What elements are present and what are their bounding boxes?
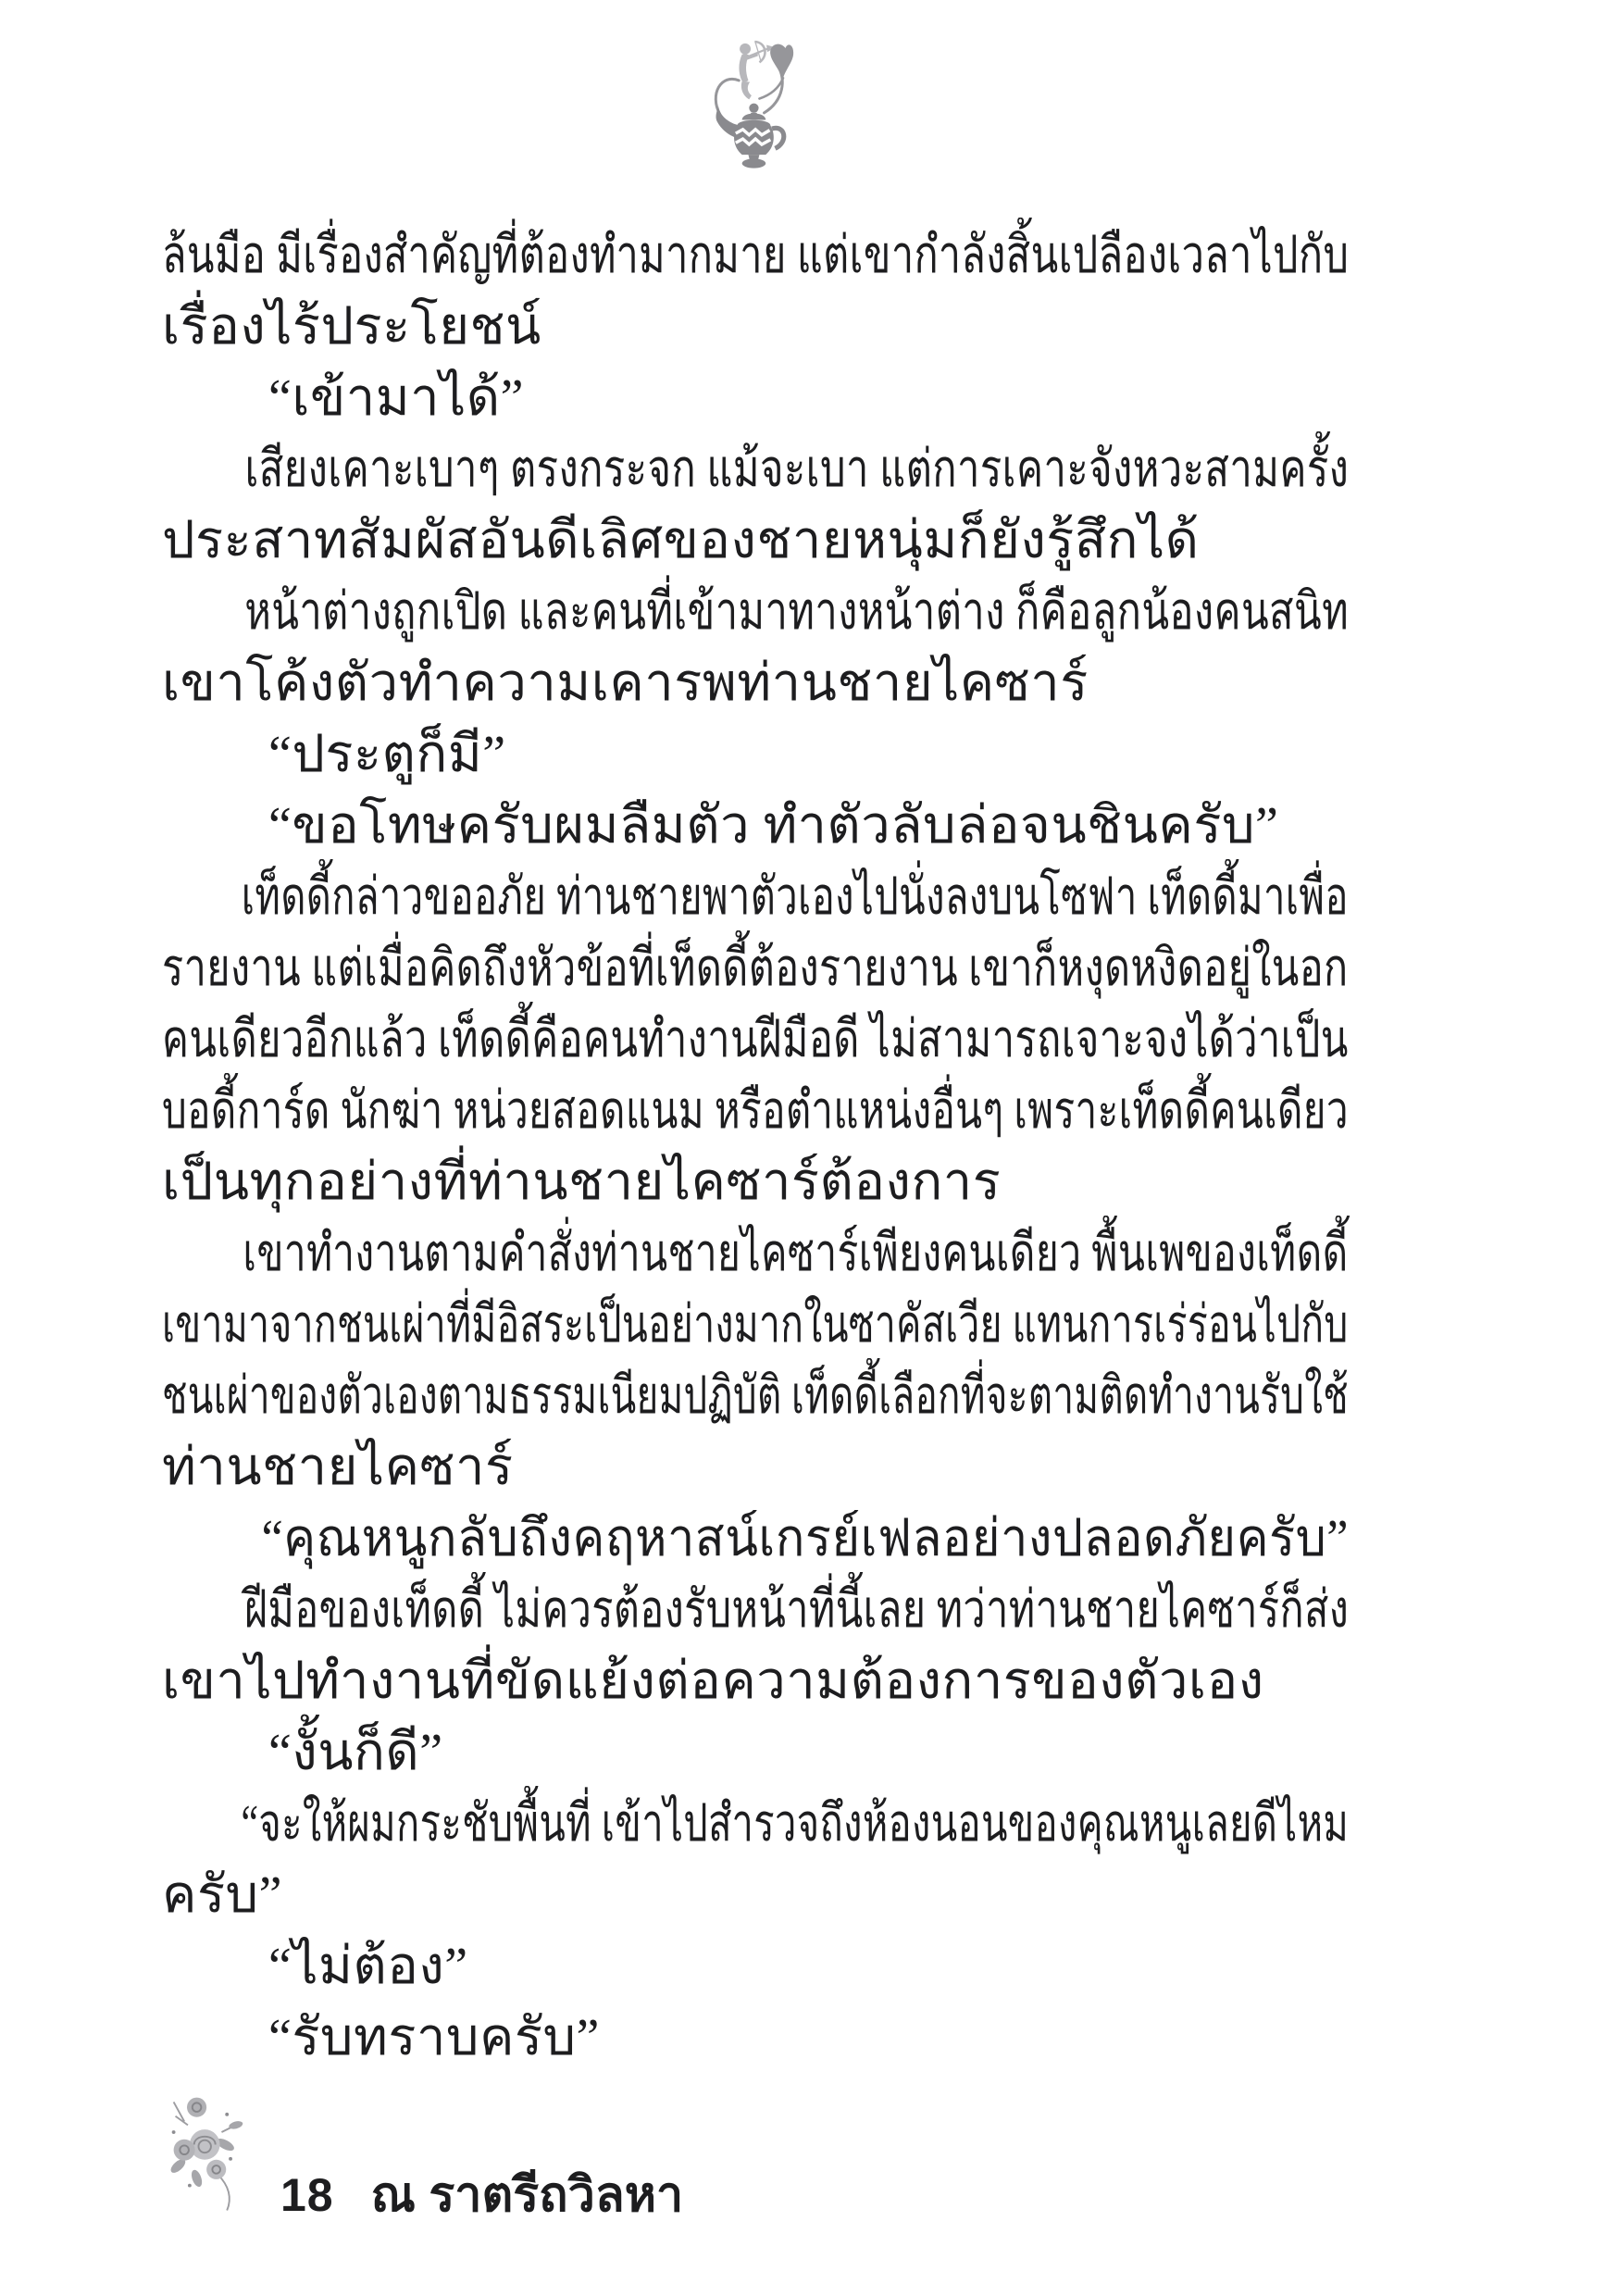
cupid-icon <box>739 42 775 99</box>
rose-bouquet-icon <box>165 2090 254 2220</box>
text-line: “ขอโทษครับผมลืมตัว ทำตัวลับล่อจนชินครับ” <box>268 797 1279 855</box>
text-line: “งั้นก็ดี” <box>268 1724 443 1781</box>
page-text <box>162 220 1349 2074</box>
book-title: ณ ราตรีถวิลหา <box>370 2168 684 2222</box>
text-line: ประสาทสัมผัสอันดีเลิศของชายหนุ่มก็ยังรู้สึกได้ <box>162 512 1200 569</box>
text-line: เป็นทุกอย่างที่ท่านชายไคซาร์ต้องการ <box>162 1154 1002 1211</box>
page-number: 18 <box>280 2169 334 2221</box>
rose-bouquet-ornament <box>165 2090 254 2220</box>
text-line: ชนเผ่าของตัวเองตามธรรมเนียมปฏิบัติ เท็ดดี้เลือกที่จะตามติดทำงานรับใช้ <box>162 1367 1350 1425</box>
text-line: เขาโค้งตัวทำความเคารพท่านชายไคซาร์ <box>162 655 1089 712</box>
text-line: ครับ” <box>162 1866 282 1924</box>
text-line: เขามาจากชนเผ่าที่มีอิสระเป็นอย่างมากในซาคัสเวีย แทนการเร่ร่อนไปกับ <box>162 1296 1349 1354</box>
text-line: รายงาน แต่เมื่อคิดถึงหัวข้อที่เท็ดดี้ต้องรายงาน เขาก็หงุดหงิดอยู่ในอก <box>162 940 1349 997</box>
text-line: “คุณหนูกลับถึงคฤหาสน์เกรย์เฟลอย่างปลอดภัยครับ” <box>261 1510 1349 1567</box>
text-line: “รับทราบครับ” <box>268 2009 600 2066</box>
text-line: บอดี้การ์ด นักฆ่า หน่วยสอดแนม หรือตำแหน่งอื่นๆ เพราะเท็ดดี้คนเดียว <box>162 1082 1349 1140</box>
text-line: เท็ดดี้กล่าวขออภัย ท่านชายพาตัวเองไปนั่งลงบนโซฟา เท็ดดี้มาเพื่อ <box>241 868 1349 926</box>
text-line: “ไม่ต้อง” <box>268 1938 468 1995</box>
text-line: ท่านชายไคซาร์ <box>162 1439 514 1496</box>
page-footer <box>280 2155 683 2222</box>
text-line: เขาทำงานตามคำสั่งท่านชายไคซาร์เพียงคนเดียว พื้นเพของเท็ดดี้ <box>243 1225 1349 1282</box>
text-line: “เข้ามาได้” <box>268 369 524 427</box>
genie-lamp-icon <box>696 37 816 171</box>
genie-lamp-ornament <box>696 37 816 171</box>
text-line: “ประตูก็มี” <box>268 726 506 783</box>
text-line: หน้าต่างถูกเปิด และคนที่เข้ามาทางหน้าต่าง ก็คือลูกน้องคนสนิท <box>244 583 1350 641</box>
text-line: คนเดียวอีกแล้ว เท็ดดี้คือคนทำงานฝีมือดี ไม่สามารถเจาะจงได้ว่าเป็น <box>162 1011 1349 1068</box>
smoke-swirl <box>716 79 739 114</box>
lamp-icon <box>716 104 784 168</box>
text-line: เสียงเคาะเบาๆ ตรงกระจก แม้จะเบา แต่การเคาะจังหวะสามครั้ง <box>244 441 1350 498</box>
text-line: เขาไปทำงานที่ขัดแย้งต่อความต้องการของตัวเอง <box>162 1653 1264 1710</box>
text-line: “จะให้ผมกระชับพื้นที่ เข้าไปสำรวจถึงห้องนอนของคุณหนูเลยดีไหม <box>241 1795 1350 1853</box>
text-line: เรื่องไร้ประโยชน์ <box>162 298 541 356</box>
text-line: ล้นมือ มีเรื่องสำคัญที่ต้องทำมากมาย แต่เขากำลังสิ้นเปลืองเวลาไปกับ <box>162 227 1350 284</box>
text-line: ฝีมือของเท็ดดี้ ไม่ควรต้องรับหน้าที่นี้เลย ทว่าท่านชายไคซาร์ก็ส่ง <box>243 1581 1350 1639</box>
